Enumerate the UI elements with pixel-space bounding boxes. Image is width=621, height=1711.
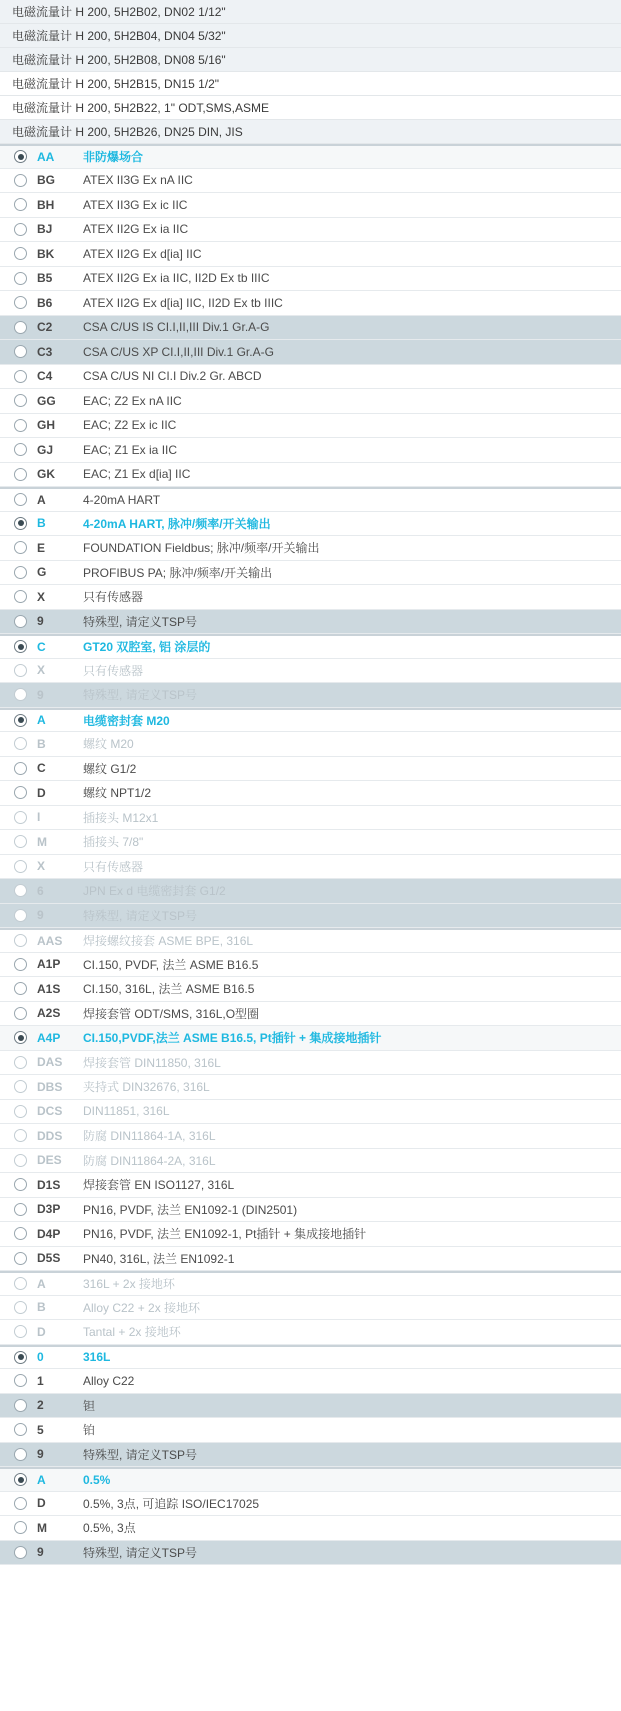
radio-button-icon[interactable] [14, 762, 27, 775]
option-label: CSA C/US NI CI.I Div.2 Gr. ABCD [83, 369, 262, 384]
option-label: 特殊型, 请定义TSP号 [83, 908, 198, 923]
radio-button-icon[interactable] [14, 811, 27, 824]
option-row-accuracy-d[interactable] [0, 1492, 621, 1517]
radio-button-icon[interactable] [14, 321, 27, 334]
option-row-electrode-material-0[interactable] [0, 1345, 621, 1370]
option-label: ATEX II2G Ex ia IIC [83, 222, 189, 237]
option-code: 9 [37, 687, 44, 702]
radio-button-icon[interactable] [14, 640, 27, 653]
option-row-approvals-gh[interactable] [0, 414, 621, 439]
radio-button-icon[interactable] [14, 664, 27, 677]
option-label: PROFIBUS PA; 脉冲/频率/开关输出 [83, 565, 273, 580]
option-label: GT20 双腔室, 铝 涂层的 [83, 640, 211, 655]
option-code: B [37, 736, 46, 751]
option-row-accuracy-a[interactable] [0, 1467, 621, 1492]
option-row-housing-x[interactable] [0, 659, 621, 684]
radio-button-icon[interactable] [14, 566, 27, 579]
option-row-housing-9[interactable] [0, 683, 621, 708]
radio-button-icon[interactable] [14, 884, 27, 897]
option-label: EAC; Z2 Ex ic IIC [83, 418, 177, 433]
option-row-output-9[interactable] [0, 610, 621, 635]
radio-button-icon[interactable] [14, 247, 27, 260]
option-code: 0 [37, 1350, 44, 1365]
radio-button-icon[interactable] [14, 934, 27, 947]
option-code: GK [37, 467, 55, 482]
option-code: B [37, 516, 46, 531]
radio-button-icon[interactable] [14, 198, 27, 211]
option-label: 316L + 2x 接地环 [83, 1277, 175, 1292]
option-code: DES [37, 1153, 62, 1168]
radio-button-icon[interactable] [14, 1105, 27, 1118]
radio-button-icon[interactable] [14, 786, 27, 799]
option-code: B [37, 1300, 46, 1315]
option-row-approvals-bh[interactable] [0, 193, 621, 218]
option-label: 只有传感器 [83, 859, 144, 874]
option-code: BK [37, 246, 55, 261]
option-row-cable-entry-i[interactable] [0, 806, 621, 831]
option-label: PN40, 316L, 法兰 EN1092-1 [83, 1251, 235, 1266]
option-label: 螺纹 M20 [83, 737, 134, 752]
option-code: 6 [37, 883, 44, 898]
option-code: C2 [37, 320, 53, 335]
option-code: 2 [37, 1398, 44, 1413]
option-code: GG [37, 393, 56, 408]
option-groups [0, 144, 621, 1565]
option-code: DBS [37, 1079, 63, 1094]
option-code: AAS [37, 933, 63, 948]
option-row-process-connection-d1s[interactable] [0, 1173, 621, 1198]
radio-button-icon[interactable] [14, 1129, 27, 1142]
radio-button-icon[interactable] [14, 1399, 27, 1412]
radio-button-icon[interactable] [14, 860, 27, 873]
option-label: PN16, PVDF, 法兰 EN1092-1, Pt插针 + 集成接地插针 [83, 1227, 367, 1242]
radio-button-icon[interactable] [14, 1497, 27, 1510]
option-row-cable-entry-a[interactable] [0, 708, 621, 733]
option-label: ATEX II3G Ex nA IIC [83, 173, 193, 188]
radio-button-icon[interactable] [14, 1154, 27, 1167]
product-variant-row[interactable]: 电磁流量计 H 200, 5H2B26, DN25 DIN, JIS [0, 120, 621, 144]
option-row-process-connection-dbs[interactable] [0, 1075, 621, 1100]
option-row-process-connection-dds[interactable] [0, 1124, 621, 1149]
radio-button-icon[interactable] [14, 345, 27, 358]
option-code: M [37, 834, 47, 849]
option-code: BH [37, 197, 55, 212]
option-label: 螺纹 NPT1/2 [83, 786, 152, 801]
radio-button-icon[interactable] [14, 1521, 27, 1534]
radio-button-icon[interactable] [14, 835, 27, 848]
option-row-electrode-material-2[interactable] [0, 1394, 621, 1419]
option-row-approvals-bj[interactable] [0, 218, 621, 243]
option-code: X [37, 589, 46, 604]
option-label: 焊接套管 EN ISO1127, 316L [83, 1178, 235, 1193]
radio-button-icon[interactable] [14, 958, 27, 971]
option-code: AA [37, 149, 55, 164]
radio-button-icon[interactable] [14, 1056, 27, 1069]
option-row-approvals-b5[interactable] [0, 267, 621, 292]
option-label: 电缆密封套 M20 [83, 713, 170, 728]
option-code: B6 [37, 295, 53, 310]
radio-button-icon[interactable] [14, 1301, 27, 1314]
option-label: CI.150, PVDF, 法兰 ASME B16.5 [83, 957, 259, 972]
option-label: EAC; Z1 Ex d[ia] IIC [83, 467, 191, 482]
option-row-approvals-gj[interactable] [0, 438, 621, 463]
radio-button-icon[interactable] [14, 615, 27, 628]
option-row-approvals-bg[interactable] [0, 169, 621, 194]
option-code: C3 [37, 344, 53, 359]
option-code: B5 [37, 271, 53, 286]
radio-button-icon[interactable] [14, 737, 27, 750]
option-label: 非防爆场合 [83, 150, 144, 165]
option-row-housing-c[interactable] [0, 634, 621, 659]
option-label: DIN11851, 316L [83, 1104, 170, 1119]
option-label: Alloy C22 [83, 1373, 135, 1388]
option-label: 特殊型, 请定义TSP号 [83, 688, 198, 703]
option-code: G [37, 565, 47, 580]
option-code: DAS [37, 1055, 63, 1070]
radio-button-icon[interactable] [14, 1374, 27, 1387]
radio-button-icon[interactable] [14, 443, 27, 456]
option-row-approvals-c4[interactable] [0, 365, 621, 390]
option-code: DCS [37, 1104, 63, 1119]
option-row-output-g[interactable] [0, 561, 621, 586]
option-row-process-connection-des[interactable] [0, 1149, 621, 1174]
option-code: GJ [37, 442, 54, 457]
option-label: 插接头 M12x1 [83, 810, 159, 825]
option-code: BJ [37, 222, 53, 237]
option-label: 插接头 7/8" [83, 835, 144, 850]
option-row-cable-entry-b[interactable] [0, 732, 621, 757]
option-label: EAC; Z2 Ex nA IIC [83, 393, 182, 408]
option-label: 0.5% [83, 1472, 111, 1487]
radio-button-icon[interactable] [14, 419, 27, 432]
option-row-cable-entry-9[interactable] [0, 904, 621, 929]
option-code: C [37, 761, 46, 776]
option-label: 特殊型, 请定义TSP号 [83, 1447, 198, 1462]
option-code: DDS [37, 1128, 63, 1143]
radio-button-icon[interactable] [14, 714, 27, 727]
option-label: CSA C/US IS CI.I,II,III Div.1 Gr.A-G [83, 320, 270, 335]
radio-button-icon[interactable] [14, 1277, 27, 1290]
option-row-grounding-d[interactable] [0, 1320, 621, 1345]
option-code: 1 [37, 1373, 44, 1388]
option-label: 钽 [83, 1398, 96, 1413]
option-row-process-connection-das[interactable] [0, 1051, 621, 1076]
option-label: ATEX II2G Ex d[ia] IIC, II2D Ex tb IIIC [83, 295, 283, 310]
option-label: 焊接套管 ODT/SMS, 316L,O型圈 [83, 1006, 260, 1021]
option-row-process-connection-a1s[interactable] [0, 977, 621, 1002]
radio-button-icon[interactable] [14, 688, 27, 701]
option-row-output-e[interactable] [0, 536, 621, 561]
radio-button-icon[interactable] [14, 909, 27, 922]
radio-button-icon[interactable] [14, 1227, 27, 1240]
option-code: I [37, 810, 41, 825]
radio-button-icon[interactable] [14, 394, 27, 407]
radio-button-icon[interactable] [14, 1031, 27, 1044]
option-label: 4-20mA HART [83, 492, 161, 507]
radio-button-icon[interactable] [14, 1325, 27, 1338]
option-code: E [37, 540, 46, 555]
option-code: BG [37, 173, 55, 188]
option-row-approvals-gk[interactable] [0, 463, 621, 488]
option-label: ATEX II2G Ex ia IIC, II2D Ex tb IIIC [83, 271, 270, 286]
option-label: 特殊型, 请定义TSP号 [83, 614, 198, 629]
option-row-electrode-material-1[interactable] [0, 1369, 621, 1394]
option-code: C4 [37, 369, 53, 384]
option-label: FOUNDATION Fieldbus; 脉冲/频率/开关输出 [83, 541, 320, 556]
option-row-accuracy-m[interactable] [0, 1516, 621, 1541]
radio-button-icon[interactable] [14, 982, 27, 995]
option-code: D3P [37, 1202, 61, 1217]
option-row-electrode-material-5[interactable] [0, 1418, 621, 1443]
option-code: A [37, 713, 46, 728]
option-row-grounding-a[interactable] [0, 1271, 621, 1296]
option-row-accuracy-9[interactable] [0, 1541, 621, 1566]
radio-button-icon[interactable] [14, 517, 27, 530]
radio-button-icon[interactable] [14, 1423, 27, 1436]
option-label: 焊接套管 DIN11850, 316L [83, 1055, 221, 1070]
radio-button-icon[interactable] [14, 296, 27, 309]
option-code: D [37, 1496, 46, 1511]
radio-button-icon[interactable] [14, 468, 27, 481]
option-label: CSA C/US XP CI.I,II,III Div.1 Gr.A-G [83, 344, 274, 359]
option-code: D4P [37, 1226, 61, 1241]
option-row-cable-entry-6[interactable] [0, 879, 621, 904]
option-label: 夹持式 DIN32676, 316L [83, 1080, 210, 1095]
option-label: 螺纹 G1/2 [83, 761, 137, 776]
option-row-process-connection-a1p[interactable] [0, 953, 621, 978]
option-row-cable-entry-c[interactable] [0, 757, 621, 782]
option-label: 防腐 DIN11864-2A, 316L [83, 1153, 216, 1168]
option-row-process-connection-d5s[interactable] [0, 1247, 621, 1272]
option-label: 316L [83, 1350, 111, 1365]
option-code: 9 [37, 1545, 44, 1560]
option-row-electrode-material-9[interactable] [0, 1443, 621, 1468]
option-row-process-connection-d4p[interactable] [0, 1222, 621, 1247]
option-label: CI.150,PVDF,法兰 ASME B16.5, Pt插针 + 集成接地插针 [83, 1031, 382, 1046]
option-label: CI.150, 316L, 法兰 ASME B16.5 [83, 982, 255, 997]
option-code: A [37, 1276, 46, 1291]
radio-button-icon[interactable] [14, 1007, 27, 1020]
radio-button-icon[interactable] [14, 1252, 27, 1265]
option-code: A1P [37, 957, 61, 972]
option-code: D [37, 1324, 46, 1339]
option-code: C [37, 639, 46, 654]
option-label: EAC; Z1 Ex ia IIC [83, 442, 178, 457]
radio-button-icon[interactable] [14, 223, 27, 236]
option-row-output-x[interactable] [0, 585, 621, 610]
option-code: A1S [37, 981, 61, 996]
option-code: 9 [37, 908, 44, 923]
option-label: Alloy C22 + 2x 接地环 [83, 1300, 201, 1315]
product-variant-row[interactable]: 电磁流量计 H 200, 5H2B22, 1" ODT,SMS,ASME [0, 96, 621, 120]
radio-button-icon[interactable] [14, 1203, 27, 1216]
option-row-output-a[interactable] [0, 487, 621, 512]
option-code: M [37, 1520, 47, 1535]
option-label: ATEX II3G Ex ic IIC [83, 197, 188, 212]
option-row-cable-entry-m[interactable] [0, 830, 621, 855]
option-row-approvals-c3[interactable] [0, 340, 621, 365]
option-code: A4P [37, 1030, 61, 1045]
option-code: A [37, 492, 46, 507]
product-variant-row[interactable]: 电磁流量计 H 200, 5H2B15, DN15 1/2" [0, 72, 621, 96]
option-row-cable-entry-x[interactable] [0, 855, 621, 880]
radio-button-icon[interactable] [14, 370, 27, 383]
radio-button-icon[interactable] [14, 1178, 27, 1191]
product-variant-row[interactable]: 电磁流量计 H 200, 5H2B02, DN02 1/12" [0, 0, 621, 24]
option-label: Tantal + 2x 接地环 [83, 1325, 181, 1340]
option-code: X [37, 859, 46, 874]
radio-button-icon[interactable] [14, 493, 27, 506]
option-label: 只有传感器 [83, 590, 144, 605]
radio-button-icon[interactable] [14, 541, 27, 554]
option-code: D [37, 785, 46, 800]
product-variant-row[interactable]: 电磁流量计 H 200, 5H2B04, DN04 5/32" [0, 24, 621, 48]
option-label: 0.5%, 3点 [83, 1521, 136, 1536]
option-row-process-connection-d3p[interactable] [0, 1198, 621, 1223]
product-variant-list [0, 0, 621, 144]
option-code: GH [37, 418, 55, 433]
option-row-cable-entry-d[interactable] [0, 781, 621, 806]
option-label: 只有传感器 [83, 663, 144, 678]
option-row-process-connection-aas[interactable] [0, 928, 621, 953]
option-code: D1S [37, 1177, 61, 1192]
option-label: PN16, PVDF, 法兰 EN1092-1 (DIN2501) [83, 1202, 298, 1217]
radio-button-icon[interactable] [14, 1080, 27, 1093]
option-label: ATEX II2G Ex d[ia] IIC [83, 246, 202, 261]
radio-button-icon[interactable] [14, 1448, 27, 1461]
option-row-approvals-b6[interactable] [0, 291, 621, 316]
option-label: 4-20mA HART, 脉冲/频率/开关输出 [83, 516, 271, 531]
option-code: D5S [37, 1251, 61, 1266]
option-row-process-connection-a2s[interactable] [0, 1002, 621, 1027]
radio-button-icon[interactable] [14, 590, 27, 603]
option-code: 9 [37, 614, 44, 629]
option-row-grounding-b[interactable] [0, 1296, 621, 1321]
option-label: 焊接螺纹接套 ASME BPE, 316L [83, 934, 254, 949]
option-code: A2S [37, 1006, 61, 1021]
option-row-output-b[interactable] [0, 512, 621, 537]
radio-button-icon[interactable] [14, 1351, 27, 1364]
option-label: 0.5%, 3点, 可追踪 ISO/IEC17025 [83, 1496, 260, 1511]
option-code: X [37, 663, 46, 678]
product-variant-row[interactable]: 电磁流量计 H 200, 5H2B08, DN08 5/16" [0, 48, 621, 72]
radio-button-icon[interactable] [14, 174, 27, 187]
option-code: 9 [37, 1447, 44, 1462]
option-row-approvals-aa[interactable] [0, 144, 621, 169]
option-label: JPN Ex d 电缆密封套 G1/2 [83, 884, 226, 899]
radio-button-icon[interactable] [14, 272, 27, 285]
option-label: 特殊型, 请定义TSP号 [83, 1545, 198, 1560]
radio-button-icon[interactable] [14, 1546, 27, 1559]
radio-button-icon[interactable] [14, 1473, 27, 1486]
radio-button-icon[interactable] [14, 150, 27, 163]
option-row-process-connection-dcs[interactable] [0, 1100, 621, 1125]
option-row-approvals-bk[interactable] [0, 242, 621, 267]
option-row-approvals-gg[interactable] [0, 389, 621, 414]
option-row-process-connection-a4p[interactable] [0, 1026, 621, 1051]
option-code: 5 [37, 1422, 44, 1437]
option-label: 防腐 DIN11864-1A, 316L [83, 1129, 216, 1144]
option-row-approvals-c2[interactable] [0, 316, 621, 341]
option-label: 铂 [83, 1423, 96, 1438]
option-code: A [37, 1472, 46, 1487]
